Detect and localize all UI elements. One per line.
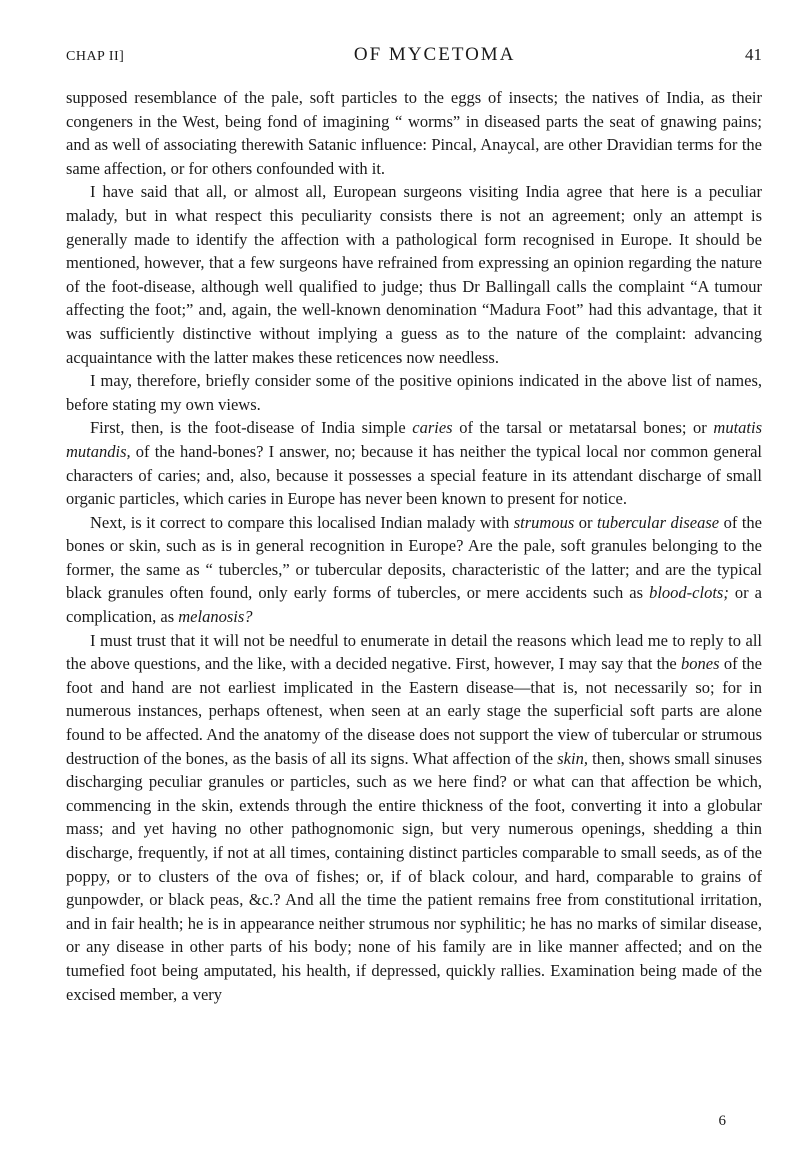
- text-run: or: [574, 512, 597, 532]
- chapter-reference: CHAP II]: [66, 49, 125, 64]
- text-run: supposed resemblance of the pale, soft particles to the eggs of insects; the natives of India, as their congeners in the West, being fond of imagining “ worms” in diseased parts the seat of gnawing pains; and as well of associating therewith Satanic influence: Pincal, Anaycal, are other Dravidian terms for the same affection, or for others confounded with it.: [66, 88, 762, 178]
- body-text: [66, 86, 762, 1006]
- text-run: of the foot and hand are not earliest implicated in the Eastern disease—that is, not necessarily so; for in numerous instances, perhaps oftenest, when seen at an early stage the superficial soft parts are alone found to be affected. And the anatomy of the disease does not support the view of tubercular or strumous destruction of the bones, as the basis of all its signs. What affection of the: [66, 654, 763, 768]
- text-run: of the tarsal or metatarsal bones; or: [452, 418, 714, 438]
- italic-text: strumous: [513, 512, 575, 532]
- italic-text: caries: [412, 418, 453, 438]
- page-number: 41: [745, 45, 762, 64]
- italic-text: bones: [681, 654, 720, 674]
- text-run: then, shows small sinuses discharging peculiar granules or particles, such as we here find? or what can that affection be which, commencing in the skin, extends through the entire thickness of the foot, converting it into a globular mass; and yet having no other pathognomonic sign, but very numerous openings, shedding a thin discharge, frequently, if not at all times, containing distinct particles comparable to small seeds, as of the poppy, or to clusters of the ova of fishes; or, if of black colour, and hard, comparable to grains of gunpowder, or black peas, &c.? And all the time the patient remains free from constitutional irritation, and in fair health; he is in appearance neither strumous nor syphilitic; he has no marks of similar disease, or any disease in other parts of his body; none of his family are in like manner affected; and on the tumefied foot being amputated, his health, if depressed, quickly rallies. Examination being made of the excised member, a very: [66, 748, 762, 1004]
- paragraph: [66, 629, 762, 1007]
- text-run: or a complication, as: [66, 583, 762, 627]
- text-run: I must trust that it will not be needful to enumerate in detail the reasons which lead me to reply to all the above questions, and the like, with a decided negative. First, however, I may say that the: [66, 630, 762, 674]
- paragraph: [66, 369, 762, 416]
- text-run: I may, therefore, briefly consider some of the positive opinions indicated in the above list of names, before stating my own views.: [66, 371, 762, 414]
- italic-text: tubercular disease: [597, 512, 720, 532]
- italic-text: mutatis mutandis,: [66, 418, 762, 461]
- paragraph: [66, 511, 762, 629]
- text-run: of the hand-bones? I answer, no; because it has neither the typical local nor common general characters of caries; and, also, because it possesses a special feature in its attendant discharge of small organic particles, which caries in Europe has never been known to present for notice.: [66, 441, 762, 509]
- text-run: First, then, is the foot-disease of India simple: [90, 418, 413, 438]
- running-head: [66, 44, 762, 82]
- text-run: Next, is it correct to compare this localised Indian malady with: [90, 512, 514, 532]
- signature-mark: 6: [718, 1113, 726, 1129]
- paragraph: [66, 86, 762, 180]
- text-run: of the bones or skin, such as is in general recognition in Europe? Are the pale, soft granules belonging to the former, the same as “ tubercles,” or tubercular deposits, characteristic of the latter; and are the typical black granules often found, only early forms of tubercles, or mere accidents such as: [66, 512, 763, 603]
- italic-text: melanosis?: [178, 607, 253, 627]
- italic-text: skin,: [557, 748, 588, 768]
- italic-text: blood-clots;: [649, 583, 729, 603]
- text-run: I have said that all, or almost all, European surgeons visiting India agree that here is a peculiar malady, but in what respect this peculiarity consists there is not an agreement; only an attempt is generally made to identify the affection with a pathological form recognised in Europe. It should be mentioned, however, that a few surgeons have refrained from expressing an opinion regarding the nature of the foot-disease, although well qualified to judge; thus Dr Ballingall calls the complaint “A tumour affecting the foot;” and, again, the well-known denomination “Madura Foot” had this advantage, that it was sufficiently distinctive without implying a guess as to the nature of the complaint: advancing acquaintance with the latter makes these reticences now needless.: [66, 182, 762, 367]
- book-page: [66, 44, 762, 1134]
- paragraph: [66, 180, 762, 369]
- running-title: OF MYCETOMA: [353, 44, 516, 65]
- paragraph: [66, 416, 762, 510]
